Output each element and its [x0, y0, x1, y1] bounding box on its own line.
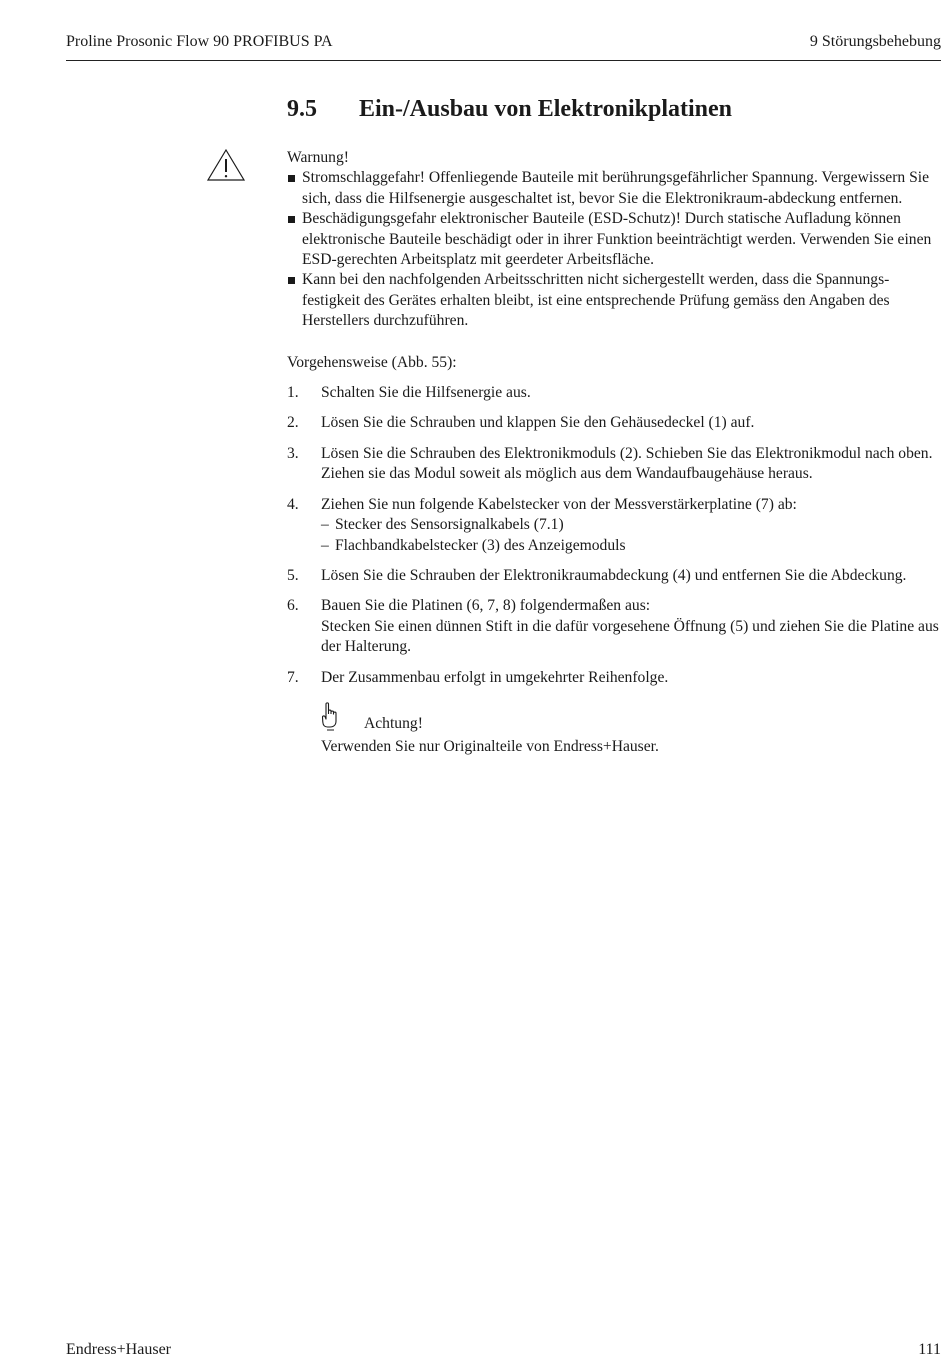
step-number: 2. [287, 414, 299, 432]
header-chapter-title: 9 Störungsbehebung [809, 33, 941, 50]
main-content [287, 148, 941, 757]
procedure-steps [287, 383, 941, 688]
step-text: Schalten Sie die Hilfsenergie aus. [321, 384, 531, 402]
bullet-square-icon [288, 175, 295, 182]
warning-item-text: Stromschlaggefahr! Offenliegende Bauteile mit berührungsgefährlicher Spannung. Vergewissern Sie sich, dass die Hilfsenergie ausgeschaltet ist, bevor Sie die Elektronikraum-abdeckung entfernen. [302, 169, 930, 207]
step-number: 6. [287, 597, 299, 615]
page-number: 111 [918, 1341, 941, 1358]
step-number: 4. [287, 495, 299, 513]
step-text: Der Zusammenbau erfolgt in umgekehrter Reihenfolge. [321, 668, 669, 686]
caution-text: Verwenden Sie nur Originalteile von Endress+Hauser. [321, 737, 659, 755]
step-number: 3. [287, 444, 299, 462]
warning-list [287, 168, 941, 331]
procedure-step [287, 413, 941, 433]
procedure-step [287, 495, 941, 556]
step-text: Lösen Sie die Schrauben und klappen Sie den Gehäusedeckel (1) auf. [321, 414, 755, 432]
sub-item [321, 536, 941, 556]
warning-item-text: Kann bei den nachfolgenden Arbeitsschritten nicht sichergestellt werden, dass die Spannungs-festigkeit des Gerätes erhalten bleibt, ist eine entsprechende Prüfung gemäss den Angaben des Herstellers durchzuführen. [302, 271, 890, 330]
section-heading [287, 96, 732, 123]
step-text: Ziehen Sie nun folgende Kabelstecker von der Messverstärkerplatine (7) ab: [321, 495, 797, 513]
procedure-intro: Vorgehensweise (Abb. 55): [287, 353, 457, 371]
section-number: 9.5 [287, 96, 317, 122]
warning-item [287, 168, 941, 209]
caution-note-header [321, 706, 941, 736]
step-text-continued: Stecken Sie einen dünnen Stift in die dafür vorgesehene Öffnung (5) und ziehen Sie die Platine aus der Halterung. [321, 617, 939, 656]
warning-triangle-icon [206, 148, 246, 182]
warning-item-text: Beschädigungsgefahr elektronischer Bauteile (ESD-Schutz)! Durch statische Aufladung können elektronische Bauteile beschädigt oder in ihrer Funktion beeinträchtigt werden. Verwenden Sie einen ESD-gerechten Arbeitsplatz mit geerdeter Arbeitsfläche. [302, 210, 932, 269]
caution-heading: Achtung! [364, 714, 423, 732]
footer-company: Endress+Hauser [66, 1341, 171, 1358]
section-title: Ein-/Ausbau von Elektronikplatinen [359, 96, 733, 122]
step-number: 7. [287, 668, 299, 686]
warning-item [287, 270, 941, 331]
warning-item [287, 209, 941, 270]
procedure-step [287, 566, 941, 586]
sub-item-text: Stecker des Sensorsignalkabels (7.1) [335, 516, 564, 534]
step-text: Bauen Sie die Platinen (6, 7, 8) folgendermaßen aus: [321, 597, 651, 615]
procedure-step [287, 444, 941, 485]
pointing-hand-icon [319, 701, 341, 731]
step-number: 5. [287, 566, 299, 584]
header-rule [66, 60, 941, 61]
header-document-title: Proline Prosonic Flow 90 PROFIBUS PA [66, 33, 333, 50]
step-text: Lösen Sie die Schrauben des Elektronikmoduls (2). Schieben Sie das Elektronikmodul nach oben. Ziehen sie das Modul soweit als möglich aus dem Wandaufbaugehäuse heraus. [321, 444, 933, 483]
step-number: 1. [287, 384, 299, 402]
sub-item [321, 515, 941, 535]
step-text: Lösen Sie die Schrauben der Elektronikraumabdeckung (4) und entfernen Sie die Abdeckung. [321, 566, 907, 584]
bullet-square-icon [288, 277, 295, 284]
bullet-square-icon [288, 216, 295, 223]
procedure-step [287, 383, 941, 403]
sub-item-text: Flachbandkabelstecker (3) des Anzeigemoduls [335, 536, 626, 554]
caution-note [321, 706, 941, 757]
procedure-step [287, 596, 941, 657]
procedure-step [287, 668, 941, 688]
dash-marker: – [321, 536, 329, 554]
dash-marker: – [321, 516, 329, 534]
warning-heading: Warnung! [287, 149, 349, 166]
